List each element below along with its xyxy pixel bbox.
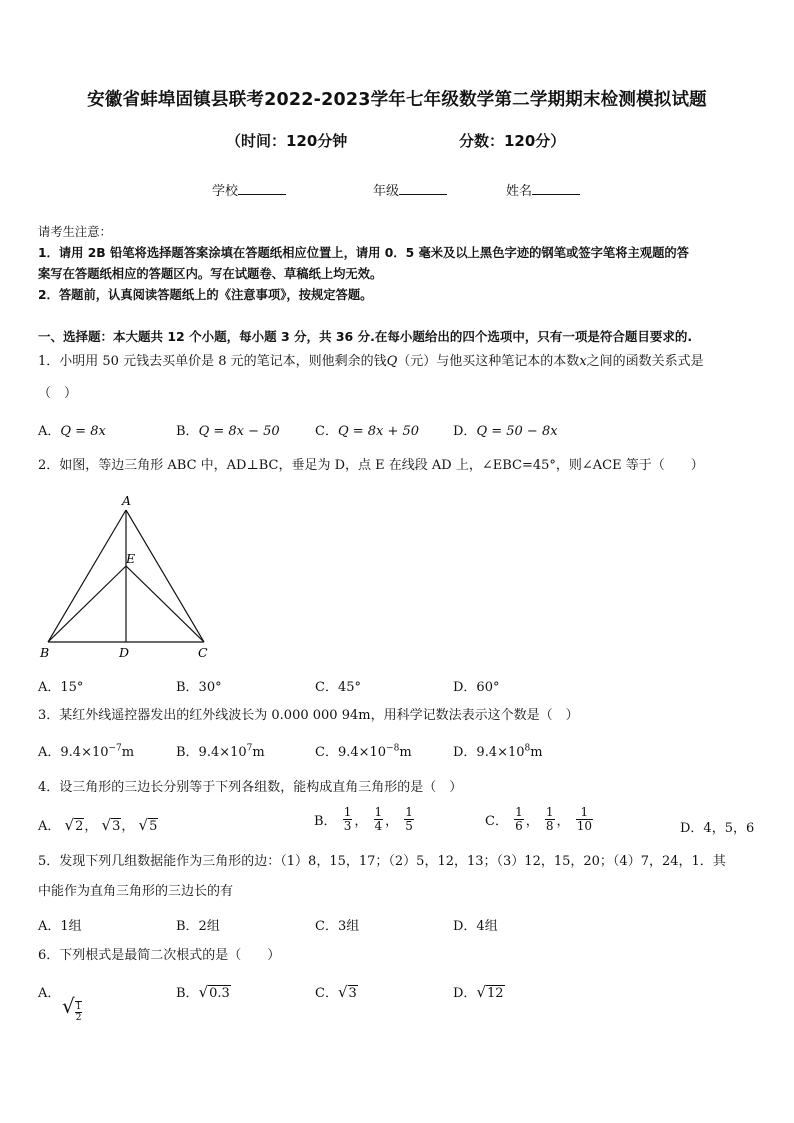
- q3-a-base: A．9.4×10: [38, 745, 109, 760]
- q1-stem-a: 1．小明用 50 元钱去买单价是 8 元的笔记本，则他剩余的钱: [38, 354, 387, 369]
- q4-a-root-2: √3: [101, 816, 121, 834]
- notes-item2: 2．答题前，认真阅读答题纸上的《注意事项》，按规定答题。: [38, 288, 373, 302]
- school-blank[interactable]: [238, 182, 286, 195]
- q2-stem: 2．如图，等边三角形 ABC 中，AD⊥BC，垂足为 D，点 E 在线段 AD 上，∠EBC=45°，则∠ACE 等于（ ）: [38, 458, 704, 473]
- q3-option-c[interactable]: [315, 741, 412, 760]
- q1-b-expr: Q = 8x − 50: [198, 424, 280, 439]
- q4-b-frac-2: $\frac{1}{4}$: [374, 805, 383, 833]
- q3-b-base: B．9.4×10: [176, 745, 247, 760]
- time-label: （时间：120分钟: [226, 132, 348, 150]
- q5-option-d[interactable]: D．4组: [453, 919, 498, 934]
- q6-c-label: C．: [315, 986, 338, 1001]
- q5-stem-line1: 5．发现下列几组数据能作为三角形的边：（1）8，15，17；（2）5，12，13；（3）12，15，20；（4）7，24，1．其: [38, 854, 726, 869]
- q2-option-d[interactable]: D．60°: [453, 680, 500, 695]
- segment-ce: [126, 566, 204, 642]
- q1-var-q: Q: [386, 354, 398, 369]
- name-blank[interactable]: [532, 182, 580, 195]
- q6-a-label: A．: [38, 986, 61, 1001]
- q4-option-c[interactable]: C． $\frac{1}{6}$ ， $\frac{1}{8}$ ， $\frac{1}{10}$: [485, 805, 592, 833]
- q3-d-exp: 8: [524, 743, 531, 754]
- q3-c-unit: m: [399, 745, 412, 760]
- grade-field[interactable]: [373, 180, 447, 199]
- q1-a-expr: Q = 8x: [60, 424, 106, 439]
- q3-d-base: D．9.4×10: [453, 745, 525, 760]
- q1-stem-b: （元）与他买这种笔记本的本数: [397, 354, 580, 369]
- q6-d-root: √12: [476, 983, 504, 1001]
- q3-a-unit: m: [121, 745, 135, 760]
- q4-b-label: B．: [314, 814, 337, 829]
- q6-b-label: B．: [176, 986, 199, 1001]
- q5-stem-line2: 中能作为直角三角形的三边长的有: [38, 884, 234, 899]
- q6-a-root-frac: √ $\frac{1}{2}$: [62, 994, 82, 1023]
- q1-c-label: C．: [315, 424, 338, 439]
- q5-option-a[interactable]: A．1组: [38, 919, 82, 934]
- q6-b-root: √0.3: [198, 983, 230, 1001]
- vertex-label-c: C: [198, 645, 208, 660]
- side-ac: [126, 510, 204, 642]
- q4-a-root-1: √2: [64, 816, 84, 834]
- q3-option-d[interactable]: [453, 741, 543, 760]
- score-label: 分数：120分）: [459, 132, 566, 150]
- q1-option-a[interactable]: [38, 420, 106, 439]
- q4-b-frac-1: $\frac{1}{3}$: [343, 805, 352, 833]
- q1-c-expr: Q = 8x + 50: [337, 424, 420, 439]
- school-label: 学校: [212, 184, 239, 199]
- q2-option-b[interactable]: B．30°: [176, 680, 222, 695]
- side-ab: [48, 510, 126, 642]
- q3-a-exp: −7: [108, 743, 122, 754]
- vertex-label-b: B: [40, 645, 50, 660]
- notes-item1-line2: 案写在答题纸相应的答题区内。写在试题卷、草稿纸上均无效。: [38, 267, 383, 281]
- section-heading: 一、选择题：本大题共 12 个小题，每小题 3 分，共 36 分.在每小题给出的四个选项中，只有一项是符合题目要求的.: [38, 329, 693, 344]
- q4-c-frac-3: $\frac{1}{10}$: [576, 805, 592, 833]
- q3-c-exp: −8: [386, 743, 400, 754]
- q2-option-a[interactable]: A．15°: [38, 680, 84, 695]
- q3-d-unit: m: [530, 745, 543, 760]
- q3-option-a[interactable]: [38, 741, 134, 760]
- q6-c-root: √3: [337, 983, 357, 1001]
- q4-c-frac-2: $\frac{1}{8}$: [545, 805, 554, 833]
- q3-c-base: C．9.4×10: [315, 745, 387, 760]
- q5-option-c[interactable]: C．3组: [315, 919, 360, 934]
- q1-var-x: x: [579, 354, 587, 369]
- q1-option-c[interactable]: [315, 420, 419, 439]
- q4-a-root-3: √5: [138, 816, 158, 834]
- vertex-label-a: A: [122, 493, 132, 508]
- q1-d-expr: Q = 50 − 8x: [476, 424, 558, 439]
- grade-blank[interactable]: [399, 182, 447, 195]
- name-field[interactable]: [506, 180, 580, 199]
- grade-label: 年级: [373, 184, 400, 199]
- q3-b-exp: 7: [246, 743, 253, 754]
- notes-item1-line1: 1．请用 2B 铅笔将选择题答案涂填在答题纸相应位置上，请用 0．5 毫米及以上黑色字迹的钢笔或签字笔将主观题的答: [38, 246, 689, 260]
- q4-b-frac-3: $\frac{1}{5}$: [405, 805, 413, 833]
- q6-d-label: D．: [453, 986, 477, 1001]
- page-title: 安徽省蚌埠固镇县联考2022-2023学年七年级数学第二学期期末检测模拟试题: [87, 90, 707, 110]
- vertex-label-e: E: [126, 551, 136, 566]
- q3-stem: 3．某红外线遥控器发出的红外线波长为 0.000 000 94m，用科学记数法表示这个数是（ ）: [38, 708, 579, 723]
- q6-option-b[interactable]: [176, 982, 231, 1001]
- segment-be: [48, 566, 126, 642]
- q2-triangle-figure: [38, 490, 218, 662]
- q6-option-a[interactable]: [38, 982, 60, 1001]
- notes-heading: 请考生注意：: [38, 225, 112, 239]
- school-field[interactable]: [212, 180, 286, 199]
- name-label: 姓名: [506, 184, 533, 199]
- q4-c-label: C．: [485, 814, 508, 829]
- q4-option-a[interactable]: A． √2， √3， √5: [38, 816, 158, 834]
- q3-b-unit: m: [252, 745, 265, 760]
- q4-c-frac-1: $\frac{1}{6}$: [515, 805, 523, 833]
- q1-a-label: A．: [38, 424, 61, 439]
- q1-option-d[interactable]: [453, 420, 558, 439]
- vertex-label-d: D: [119, 645, 130, 660]
- q4-a-label: A．: [38, 819, 61, 834]
- q1-option-b[interactable]: [176, 420, 280, 439]
- q5-option-b[interactable]: B．2组: [176, 919, 220, 934]
- q6-option-d[interactable]: [453, 982, 505, 1001]
- q1-b-label: B．: [176, 424, 199, 439]
- q6-option-c[interactable]: [315, 982, 358, 1001]
- q1-d-label: D．: [453, 424, 477, 439]
- q1-paren: （ ）: [38, 386, 78, 401]
- q2-option-c[interactable]: C．45°: [315, 680, 361, 695]
- q1-stem: [38, 351, 758, 373]
- q1-stem-c: 之间的函数关系式是: [586, 354, 704, 369]
- q3-option-b[interactable]: [176, 741, 265, 760]
- q4-option-d[interactable]: D．4，5，6: [680, 821, 755, 836]
- q4-stem: 4．设三角形的三边长分别等于下列各组数，能构成直角三角形的是（ ）: [38, 780, 463, 795]
- q4-option-b[interactable]: B． $\frac{1}{3}$ ， $\frac{1}{4}$ ， $\frac{1}{5}$: [314, 805, 413, 833]
- q6-stem: 6．下列根式是最简二次根式的是（ ）: [38, 948, 281, 963]
